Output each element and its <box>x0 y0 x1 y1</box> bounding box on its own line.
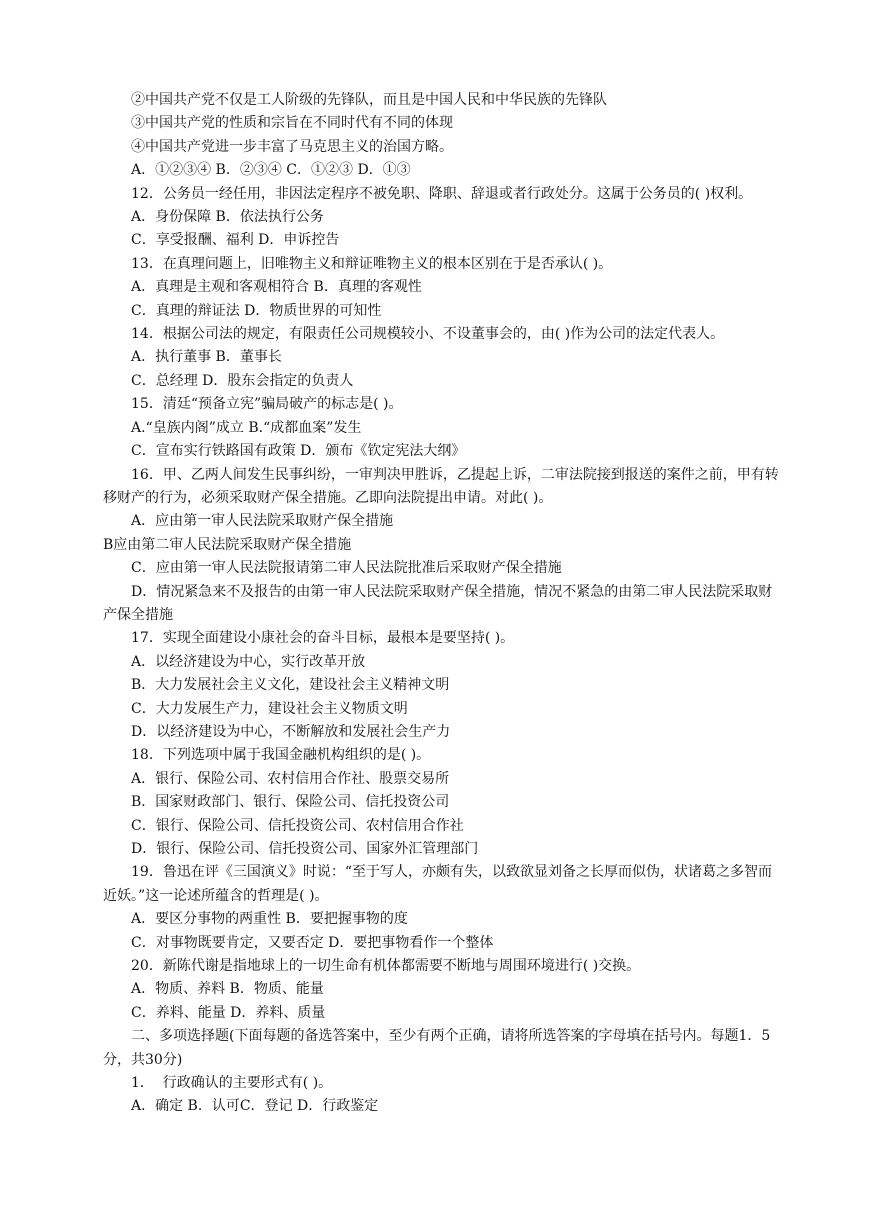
question-16: 16．甲、乙两人间发生民事纠纷，一审判决甲胜诉，乙提起上诉，二审法院接到报送的案件之前，甲有转移财产的行为，必须采取财产保全措施。乙即向法院提出申请。对此( )。 <box>103 466 779 506</box>
document-page <box>103 89 783 1119</box>
answer-options: C．享受报酬、福利 D．申诉控告 <box>131 232 340 249</box>
question-14: 14．根据公司法的规定，有限责任公司规模较小、不设董事会的，由( )作为公司的法定代表人。 <box>131 326 725 343</box>
text-line: ②中国共产党不仅是工人阶级的先锋队，而且是中国人民和中华民族的先锋队 <box>131 92 607 108</box>
answer-options: A．①②③④ B．②③④ C．①②③ D．①③ <box>131 162 411 179</box>
answer-option: A．银行、保险公司、农村信用合作社、股票交易所 <box>131 770 450 787</box>
answer-options: C．总经理 D．股东会指定的负责人 <box>131 372 354 389</box>
answer-option: B．大力发展社会主义文化，建设社会主义精神文明 <box>131 677 450 694</box>
question-1: 1． 行政确认的主要形式有( )。 <box>131 1075 333 1092</box>
answer-options: A．身份保障 B．依法执行公务 <box>131 209 324 226</box>
answer-options: A．真理是主观和客观相符合 B．真理的客观性 <box>131 279 422 296</box>
section-heading: 二、多项选择题(下面每题的备选答案中，至少有两个正确，请将所选答案的字母填在括号内。每题1．5分，共30分) <box>103 1028 771 1068</box>
answer-option: B应由第二审人民法院采取财产保全措施 <box>103 536 352 553</box>
answer-option: D．情况紧急来不及报告的由第一审人民法院采取财产保全措施，情况不紧急的由第二审人民法院采取财产保全措施 <box>103 583 773 623</box>
answer-option: D．银行、保险公司、信托投资公司、国家外汇管理部门 <box>131 841 479 857</box>
answer-options: C．对事物既要肯定，又要否定 D．要把事物看作一个整体 <box>131 934 494 951</box>
question-19: 19．鲁迅在评《三国演义》时说：“至于写人，亦颇有失，以致欲显刘备之长厚而似伪，状诸葛之多智而近妖。”这一论述所蕴含的哲理是( )。 <box>103 864 772 904</box>
text-line: ④中国共产党进一步丰富了马克思主义的治国方略。 <box>131 138 453 155</box>
answer-options: A．物质、养料 B．物质、能量 <box>131 981 324 998</box>
answer-options: A．确定 B．认可C．登记 D．行政鉴定 <box>131 1098 379 1115</box>
question-13: 13．在真理问题上，旧唯物主义和辩证唯物主义的根本区别在于是否承认( )。 <box>131 255 613 272</box>
answer-option: C．银行、保险公司、信托投资公司、农村信用合作社 <box>131 817 464 834</box>
question-18: 18．下列选项中属于我国金融机构组织的是( )。 <box>131 747 431 764</box>
text-line: ③中国共产党的性质和宗旨在不同时代有不同的体现 <box>131 115 453 132</box>
answer-options: A.“皇族内阁”成立 B.“成都血案”发生 <box>131 419 362 436</box>
question-12: 12．公务员一经任用，非因法定程序不被免职、降职、辞退或者行政处分。这属于公务员的( )权利。 <box>131 185 753 202</box>
answer-option: A．应由第一审人民法院采取财产保全措施 <box>131 513 394 530</box>
question-17: 17．实现全面建设小康社会的奋斗目标，最根本是要坚持( )。 <box>131 630 515 647</box>
answer-option: C．应由第一审人民法院报请第二审人民法院批准后采取财产保全措施 <box>131 560 562 577</box>
question-20: 20．新陈代谢是指地球上的一切生命有机体都需要不断地与周围环境进行( )交换。 <box>131 958 641 975</box>
answer-options: A．执行董事 B．董事长 <box>131 349 282 366</box>
answer-option: A．以经济建设为中心，实行改革开放 <box>131 653 366 670</box>
question-15: 15．清廷“预备立宪”骗局破产的标志是( )。 <box>131 396 403 413</box>
answer-options: C．养料、能量 D．养料、质量 <box>131 1004 326 1021</box>
answer-option: C．大力发展生产力，建设社会主义物质文明 <box>131 700 408 717</box>
answer-options: C．宣布实行铁路国有政策 D．颁布《钦定宪法大纲》 <box>131 443 466 460</box>
answer-option: D．以经济建设为中心，不断解放和发展社会生产力 <box>131 723 451 740</box>
answer-option: B．国家财政部门、银行、保险公司、信托投资公司 <box>131 794 450 811</box>
answer-options: A．要区分事物的两重性 B．要把握事物的度 <box>131 911 408 928</box>
answer-options: C．真理的辩证法 D．物质世界的可知性 <box>131 302 382 319</box>
